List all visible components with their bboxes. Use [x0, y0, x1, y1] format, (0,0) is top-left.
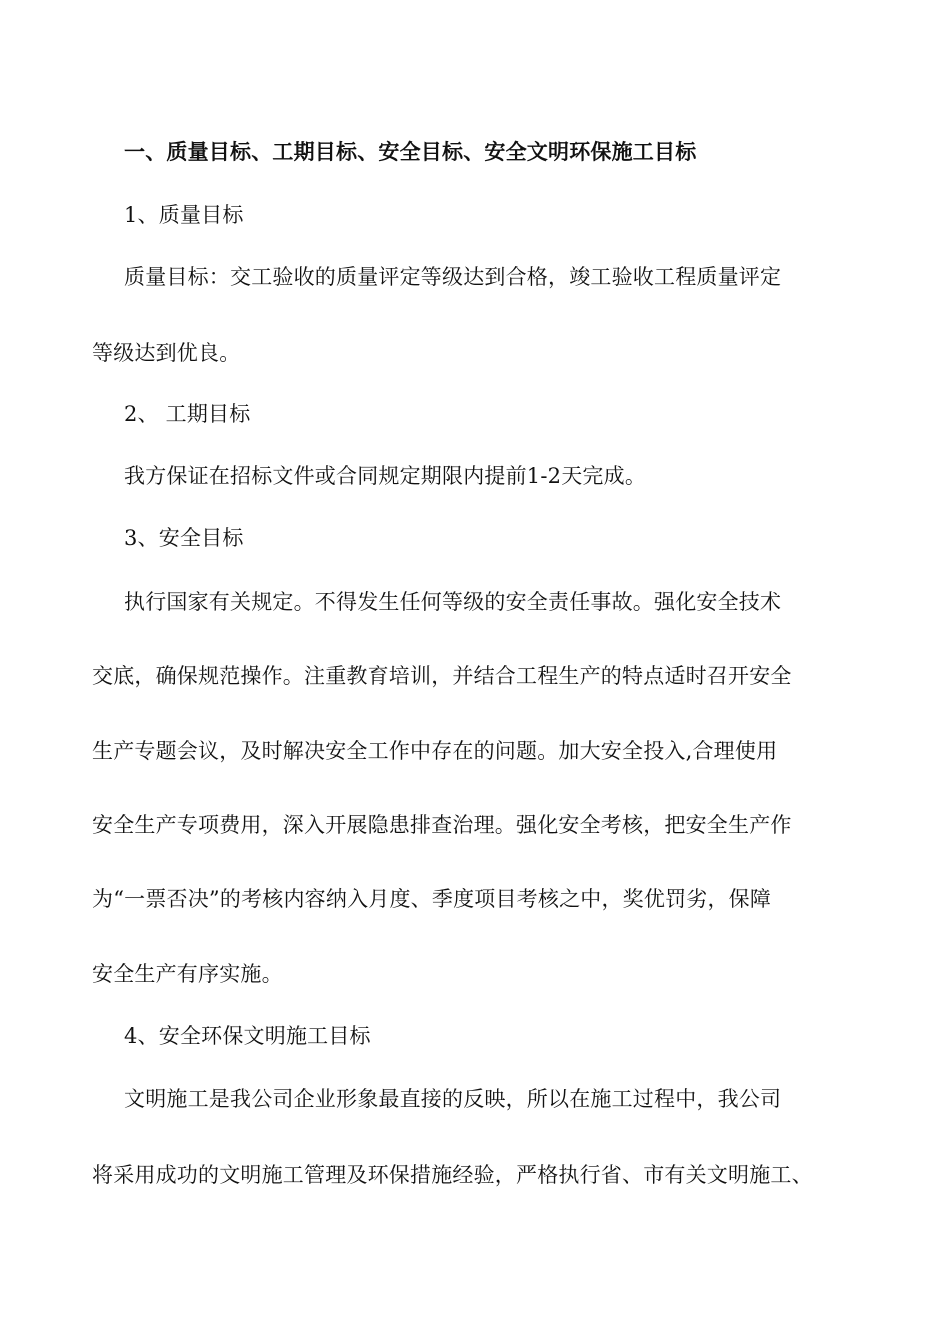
paragraph-line: 质量目标：交工验收的质量评定等级达到合格，竣工验收工程质量评定	[124, 265, 782, 289]
main-heading: 一、质量目标、工期目标、安全目标、安全文明环保施工目标	[124, 140, 697, 164]
paragraph-line: 将采用成功的文明施工管理及环保措施经验，严格执行省、市有关文明施工、	[92, 1163, 813, 1187]
paragraph-line: 交底，确保规范操作。注重教育培训，并结合工程生产的特点适时召开安全	[92, 664, 792, 688]
paragraph-line: 执行国家有关规定。不得发生任何等级的安全责任事故。强化安全技术	[124, 590, 782, 614]
paragraph-line: 等级达到优良。	[92, 341, 241, 365]
section-title-civilized-construction: 4、安全环保文明施工目标	[124, 1024, 371, 1048]
paragraph-line: 文明施工是我公司企业形象最直接的反映，所以在施工过程中，我公司	[124, 1087, 782, 1111]
paragraph-line: 生产专题会议，及时解决安全工作中存在的问题。加大安全投入,合理使用	[92, 739, 778, 763]
paragraph-line: 我方保证在招标文件或合同规定期限内提前1-2天完成。	[124, 464, 647, 488]
paragraph-line: 安全生产专项费用，深入开展隐患排查治理。强化安全考核，把安全生产作	[92, 813, 792, 837]
section-title-quality: 1、质量目标	[124, 203, 244, 227]
section-title-safety: 3、安全目标	[124, 526, 244, 550]
section-title-schedule: 2、 工期目标	[124, 402, 251, 426]
paragraph-line: 为“一票否决”的考核内容纳入月度、季度项目考核之中，奖优罚劣，保障	[92, 887, 772, 911]
paragraph-line: 安全生产有序实施。	[92, 962, 283, 986]
